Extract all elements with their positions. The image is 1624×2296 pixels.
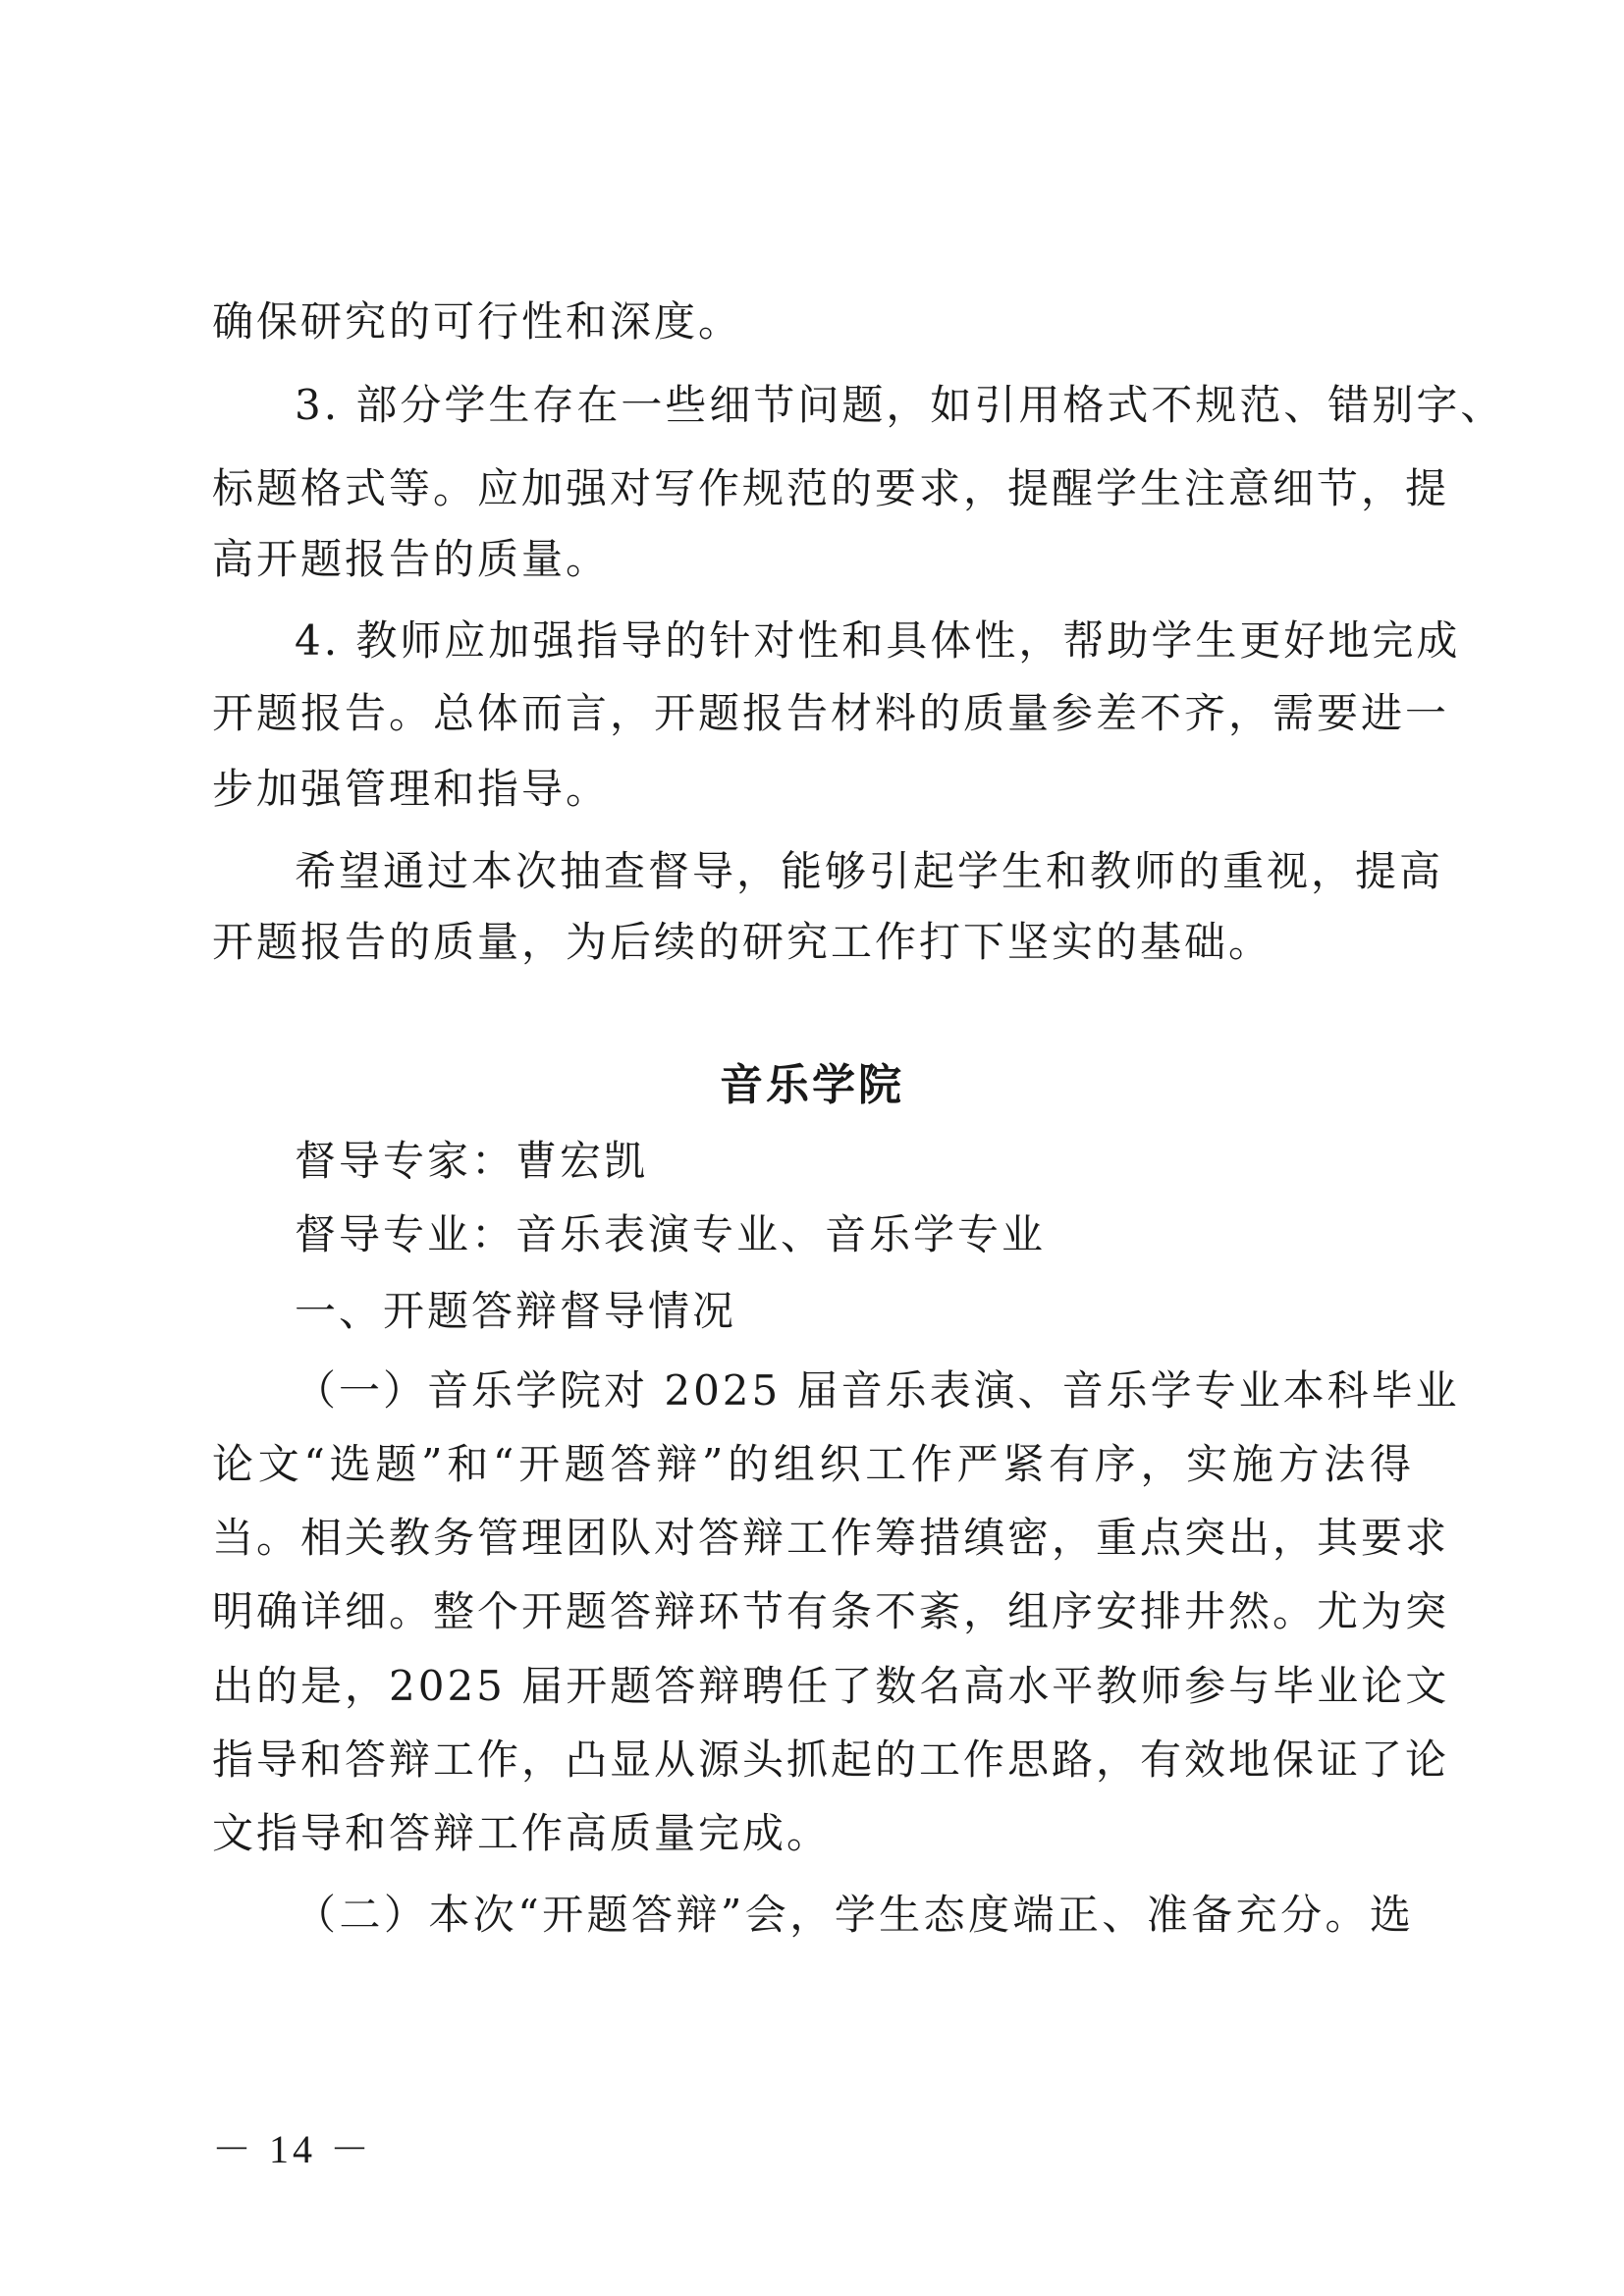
paragraph-line: 4. 教师应加强指导的针对性和具体性，帮助学生更好地完成 <box>295 616 1461 665</box>
paragraph-line: 论文“选题”和“开题答辩”的组织工作严紧有序，实施方法得 <box>212 1440 1414 1488</box>
section-heading: 音乐学院 <box>720 1060 904 1110</box>
supervisor-expert-line: 督导专家：曹宏凯 <box>295 1137 649 1185</box>
paragraph-line: 高开题报告的质量。 <box>212 535 611 583</box>
paragraph-line: 希望通过本次抽查督导，能够引起学生和教师的重视，提高 <box>295 847 1444 895</box>
paragraph-line: 指导和答辩工作，凸显从源头抓起的工作思路，有效地保证了论 <box>212 1735 1450 1784</box>
paragraph-line: 出的是，2025 届开题答辩聘任了数名高水平教师参与毕业论文 <box>212 1662 1450 1710</box>
paragraph-line: 标题格式等。应加强对写作规范的要求，提醒学生注意细节，提 <box>212 464 1450 512</box>
paragraph-line: 确保研究的可行性和深度。 <box>212 297 743 346</box>
paragraph-line: 开题报告的质量，为后续的研究工作打下坚实的基础。 <box>212 918 1273 966</box>
paragraph-line: （二）本次“开题答辩”会，学生态度端正、准备充分。选 <box>295 1891 1414 1939</box>
paragraph-line: 明确详细。整个开题答辩环节有条不紊，组序安排井然。尤为突 <box>212 1587 1450 1635</box>
paragraph-line: 当。相关教务管理团队对答辩工作筹措缜密，重点突出，其要求 <box>212 1514 1450 1562</box>
paragraph-line: 步加强管理和指导。 <box>212 765 611 813</box>
subsection-heading: 一、开题答辩督导情况 <box>295 1287 737 1335</box>
supervised-major-line: 督导专业：音乐表演专业、音乐学专业 <box>295 1210 1047 1258</box>
paragraph-line: 文指导和答辩工作高质量完成。 <box>212 1809 832 1857</box>
page-number: － 14 － <box>212 2127 373 2171</box>
paragraph-line: 开题报告。总体而言，开题报告材料的质量参差不齐，需要进一 <box>212 689 1450 737</box>
paragraph-line: （一）音乐学院对 2025 届音乐表演、音乐学专业本科毕业 <box>295 1366 1460 1415</box>
paragraph-line: 3. 部分学生存在一些细节问题，如引用格式不规范、错别字、 <box>295 381 1505 429</box>
